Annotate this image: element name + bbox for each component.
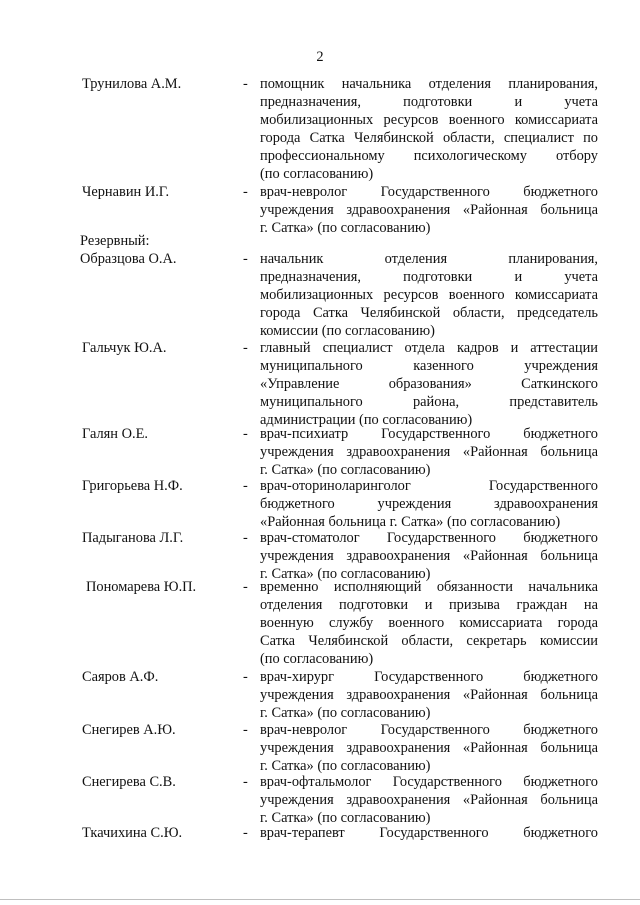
- entry-dash: -: [243, 251, 248, 267]
- description-line: г. Сатка» (по согласованию): [260, 810, 431, 826]
- description-line: врач-невролог Государственного бюджетного: [260, 722, 598, 738]
- entry-dash: -: [243, 825, 248, 841]
- description-line: города Сатка Челябинской области, председатель: [260, 305, 598, 321]
- member-description: [260, 339, 598, 429]
- description-line: учреждения здравоохранения «Районная больница: [260, 740, 598, 756]
- member-name: Григорьева Н.Ф.: [82, 478, 183, 494]
- description-line: Сатка Челябинской области, секретарь комиссии: [260, 633, 598, 649]
- entry-dash: -: [243, 579, 248, 595]
- description-line: главный специалист отдела кадров и аттестации: [260, 340, 598, 356]
- description-line: врач-оториноларинголог Государственного: [260, 478, 598, 494]
- member-name: Образцова О.А.: [80, 251, 177, 267]
- description-line: начальник отделения планирования,: [260, 251, 598, 267]
- description-line: военную службу военного комиссариата города: [260, 615, 598, 631]
- description-line: г. Сатка» (по согласованию): [260, 462, 431, 478]
- description-line: (по согласованию): [260, 651, 374, 667]
- member-name: Гальчук Ю.А.: [82, 340, 167, 356]
- member-description: [260, 824, 598, 842]
- member-description: [260, 529, 598, 583]
- entry-dash: -: [243, 184, 248, 200]
- description-line: врач-стоматолог Государственного бюджетного: [260, 530, 598, 546]
- description-line: учреждения здравоохранения «Районная больница: [260, 202, 598, 218]
- member-description: [260, 668, 598, 722]
- member-name: Саяров А.Ф.: [82, 669, 159, 685]
- description-line: муниципального казенного учреждения: [260, 358, 598, 374]
- description-line: профессиональному психологическому отбору: [260, 148, 598, 164]
- page-edge-line: [0, 899, 640, 900]
- description-line: учреждения здравоохранения «Районная больница: [260, 792, 598, 808]
- description-line: города Сатка Челябинской области, специалист по: [260, 130, 598, 146]
- entry-dash: -: [243, 426, 248, 442]
- description-line: врач-офтальмолог Государственного бюджетного: [260, 774, 598, 790]
- entry-dash: -: [243, 669, 248, 685]
- description-line: г. Сатка» (по согласованию): [260, 220, 431, 236]
- page-number: 2: [316, 49, 324, 65]
- description-line: администрации (по согласованию): [260, 412, 473, 428]
- member-description: [260, 183, 598, 237]
- member-description: [260, 721, 598, 775]
- entry-dash: -: [243, 774, 248, 790]
- description-line: «Районная больница г. Сатка» (по согласованию): [260, 514, 561, 530]
- member-description: [260, 425, 598, 479]
- description-line: (по согласованию): [260, 166, 374, 182]
- description-line: г. Сатка» (по согласованию): [260, 566, 431, 582]
- member-name: Чернавин И.Г.: [82, 184, 170, 200]
- description-line: отделения подготовки и призыва граждан на: [260, 597, 598, 613]
- description-line: бюджетного учреждения здравоохранения: [260, 496, 598, 512]
- description-line: врач-невролог Государственного бюджетного: [260, 184, 598, 200]
- entry-dash: -: [243, 530, 248, 546]
- description-line: «Управление образования» Саткинского: [260, 376, 598, 392]
- member-description: [260, 578, 598, 668]
- description-line: врач-терапевт Государственного бюджетного: [260, 825, 598, 841]
- member-name: Снегирев А.Ю.: [82, 722, 176, 738]
- description-line: врач-хирург Государственного бюджетного: [260, 669, 598, 685]
- description-line: комиссии (по согласованию): [260, 323, 435, 339]
- description-line: учреждения здравоохранения «Районная больница: [260, 548, 598, 564]
- description-line: мобилизационных ресурсов военного комиссариата: [260, 112, 598, 128]
- member-name: Пономарева Ю.П.: [86, 579, 197, 595]
- description-line: временно исполняющий обязанности начальника: [260, 579, 598, 595]
- description-line: предназначения, подготовки и учета: [260, 269, 598, 285]
- entry-dash: -: [243, 478, 248, 494]
- member-name: Падыганова Л.Г.: [82, 530, 184, 546]
- description-line: г. Сатка» (по согласованию): [260, 705, 431, 721]
- description-line: мобилизационных ресурсов военного комиссариата: [260, 287, 598, 303]
- description-line: г. Сатка» (по согласованию): [260, 758, 431, 774]
- description-line: учреждения здравоохранения «Районная больница: [260, 444, 598, 460]
- description-line: врач-психиатр Государственного бюджетного: [260, 426, 598, 442]
- description-line: муниципального района, представитель: [260, 394, 598, 410]
- entry-dash: -: [243, 340, 248, 356]
- member-description: [260, 773, 598, 827]
- member-name: Снегирева С.В.: [82, 774, 176, 790]
- member-description: [260, 477, 598, 531]
- description-line: предназначения, подготовки и учета: [260, 94, 598, 110]
- description-line: помощник начальника отделения планирования,: [260, 76, 598, 92]
- reserve-heading: Резервный:: [80, 233, 150, 249]
- entry-dash: -: [243, 722, 248, 738]
- member-name: Ткачихина С.Ю.: [82, 825, 183, 841]
- member-name: Галян О.Е.: [82, 426, 148, 442]
- member-name: Трунилова А.М.: [82, 76, 182, 92]
- entry-dash: -: [243, 76, 248, 92]
- member-description: [260, 250, 598, 340]
- description-line: учреждения здравоохранения «Районная больница: [260, 687, 598, 703]
- member-description: [260, 75, 598, 183]
